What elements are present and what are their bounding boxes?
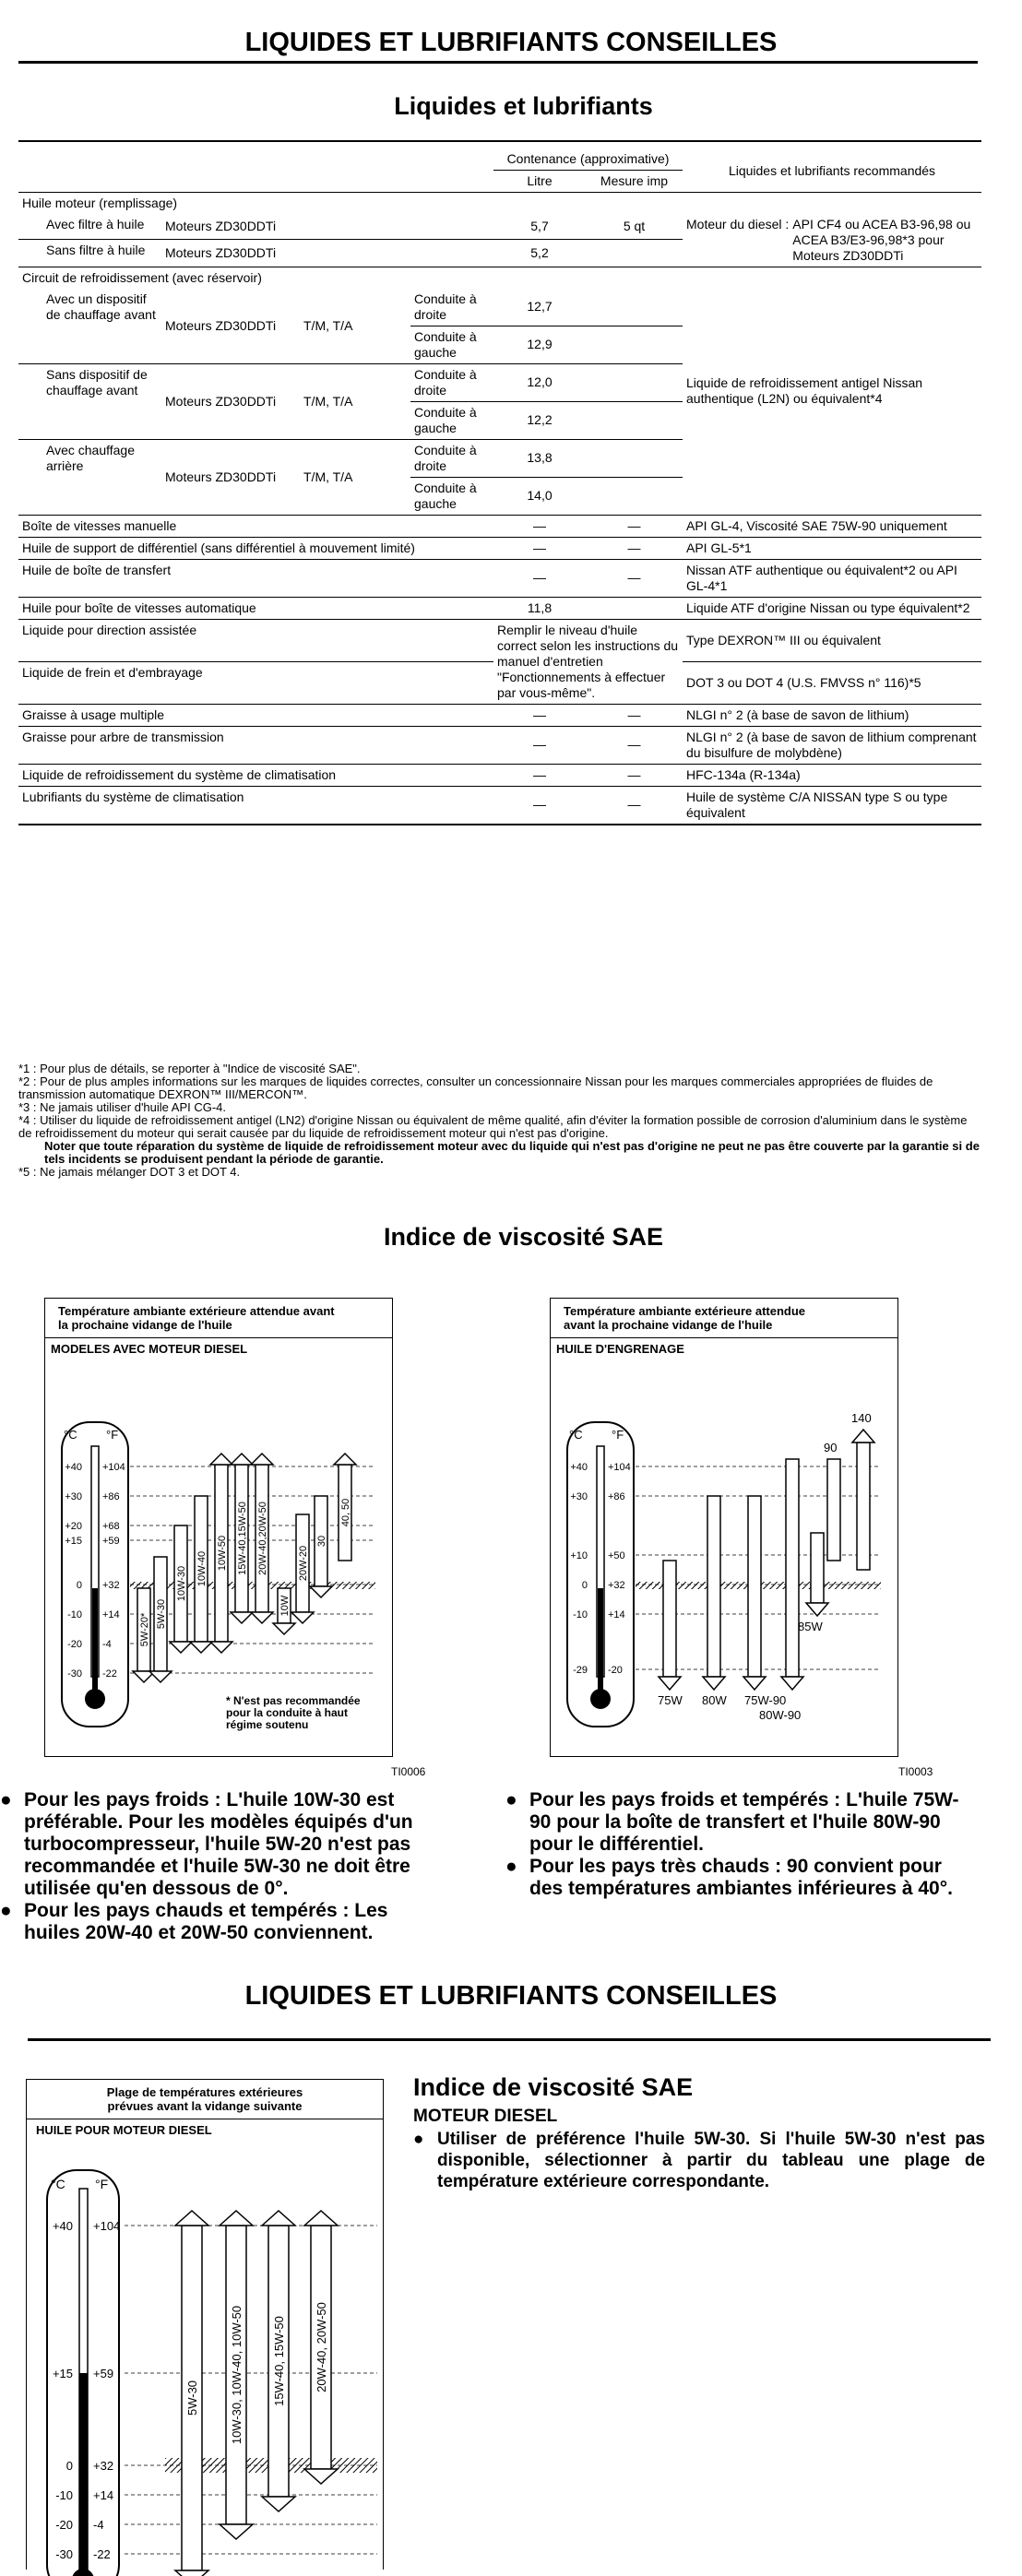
bar-80w90-label: 80W-90 <box>759 1708 802 1722</box>
cd-gauche: Conduite à gauche <box>410 326 493 363</box>
chart1-note: * N'est pas recommandée pour la conduite à haut régime soutenu <box>226 1694 361 1731</box>
chart2-subhead: HUILE D'ENGRENAGE <box>556 1342 684 1356</box>
tm-label: T/M, T/A <box>300 289 410 364</box>
bar-75w90-arrow-down <box>743 1677 766 1690</box>
bar-80w-label: 80W <box>702 1693 727 1707</box>
temp-c-label: +30 <box>65 1491 82 1502</box>
row-lub-rec: Huile de système C/A NISSAN type S ou type équivalent <box>686 789 948 820</box>
bar-10w30-arrow-down <box>170 1642 192 1653</box>
bar-80w90 <box>786 1459 799 1677</box>
temp-f-label: +68 <box>102 1521 120 1532</box>
dash: — <box>533 797 546 812</box>
temp-c-label: +15 <box>52 2367 73 2380</box>
bullet-temperate: Pour les pays froids et tempérés : L'huile 75W-90 pour la boîte de transfert et l'huile 80W-90 pour le différentiel. <box>529 1789 959 1855</box>
bar-90-label: 90 <box>824 1441 838 1454</box>
temp-f-label: +14 <box>608 1609 625 1620</box>
temp-f-label: +104 <box>102 1462 125 1473</box>
bar-80w-arrow-down <box>703 1677 725 1690</box>
row-arbre: Graisse pour arbre de transmission <box>22 729 224 744</box>
bar-20w40-label: 20W-40, 20W-50 <box>315 2302 328 2392</box>
bar-15w40-arrow-up <box>231 1454 253 1465</box>
chart-diesel-oil <box>26 2079 384 2570</box>
unit-c: °C <box>64 1428 77 1442</box>
dash: — <box>533 737 546 752</box>
cd-droite: Conduite à droite <box>410 439 493 477</box>
bar-10w-arrow-down <box>273 1623 295 1634</box>
v4: 12,2 <box>493 401 586 439</box>
chart3-subhead: HUILE POUR MOTEUR DIESEL <box>36 2123 212 2137</box>
tm-label: T/M, T/A <box>300 363 410 439</box>
temp-f-label: -4 <box>102 1639 112 1650</box>
section-title: Liquides et lubrifiants <box>394 92 653 120</box>
temp-c-label: -10 <box>67 1609 82 1620</box>
sae2-sub: MOTEUR DIESEL <box>413 2107 558 2126</box>
cd-droite: Conduite à droite <box>410 289 493 326</box>
temp-c-label: +40 <box>65 1462 82 1473</box>
row-bv: Boîte de vitesses manuelle <box>22 517 177 533</box>
bar-75w <box>663 1561 676 1677</box>
page-title: LIQUIDES ET LUBRIFIANTS CONSEILLES <box>244 28 778 57</box>
bar-75w-label: 75W <box>658 1693 683 1707</box>
bulb <box>72 2569 94 2576</box>
dash: — <box>627 517 641 533</box>
dash: — <box>627 540 641 555</box>
row-graisse-rec: NLGI n° 2 (à base de savon de lithium) <box>686 706 909 722</box>
row-frein: Liquide de frein et d'embrayage <box>22 664 203 680</box>
unit-f: °F <box>106 1428 119 1442</box>
bar-40-50-label: 40, 50 <box>340 1498 351 1527</box>
chart3-head2: prévues avant la vidange suivante <box>107 2099 303 2113</box>
row-diff: Huile de support de différentiel (sans différentiel à mouvement limité) <box>22 540 415 555</box>
footnote-4-note: Noter que toute réparation du système de liquide de refroidissement moteur avec du liquide qui n'est pas d'origine ne peut ne pas être couverte par la garantie si de tels incidents se produisent pendant la période de garantie. <box>44 1139 980 1166</box>
bar-20w40-arrow-up <box>251 1454 273 1465</box>
temp-c-label: 0 <box>65 2459 73 2473</box>
sae2-bullet-block: ● Utiliser de préférence l'huile 5W-30. Si l'huile 5W-30 n'est pas disponible, sélectionner à partir du tableau une plage de température extérieure correspondante. <box>413 2130 985 2191</box>
bar-20w20-label: 20W-20 <box>298 1545 309 1582</box>
bar-10w30-label: 10W-30, 10W-40, 10W-50 <box>230 2305 244 2445</box>
chart1-code: TI0006 <box>391 1765 426 1778</box>
dash: — <box>627 766 641 782</box>
temp-f-label: +14 <box>102 1609 120 1620</box>
v1: 12,7 <box>493 289 586 326</box>
chart-engine-oil <box>44 1298 393 1757</box>
tm-label: T/M, T/A <box>303 469 353 484</box>
chart2-head1: Température ambiante extérieure attendue <box>564 1304 806 1318</box>
bullets-right: ● Pour les pays froids et tempérés : L'huile 75W-90 pour la boîte de transfert et l'huile 80W-90 pour le différentiel. ● Pour les pays très chauds : 90 convient pour des températures ambiantes inférieures à 40°. <box>505 1789 967 1900</box>
v6: 14,0 <box>527 488 553 503</box>
temp-f-label: -20 <box>608 1665 623 1676</box>
temp-f-label: +59 <box>93 2367 114 2380</box>
row-transfert-rec: Nissan ATF authentique ou équivalent*2 ou API GL-4*1 <box>686 562 957 593</box>
cd-droite: Conduite à droite <box>410 363 493 401</box>
row-transfert: Huile de boîte de transfert <box>22 562 172 577</box>
temp-f-label: +14 <box>93 2488 114 2502</box>
temp-c-label: +40 <box>52 2219 73 2233</box>
bar-10w50-label: 10W-50 <box>217 1535 228 1572</box>
dash: — <box>627 706 641 722</box>
moteur-label: Moteurs ZD30DDTi <box>165 244 277 260</box>
row-dir-note: Remplir le niveau d'huile correct selon les instructions du manuel d'entretien "Fonctionnements à effectuer par vous-même". <box>497 622 679 700</box>
cd-gauche: Conduite à gauche <box>410 401 493 439</box>
cd-gauche: Conduite à gauche <box>414 480 477 511</box>
bar-140-label: 140 <box>851 1411 872 1425</box>
title-rule <box>18 61 978 64</box>
dash: — <box>627 797 641 812</box>
temp-f-label: +86 <box>102 1491 120 1502</box>
bar-75w90-label: 75W-90 <box>744 1693 787 1707</box>
temp-c-label: -30 <box>67 1668 82 1680</box>
bar-10w30-arrow-up <box>220 2211 253 2226</box>
row-auto-rec: Liquide ATF d'origine Nissan ou type équivalent*2 <box>686 599 970 615</box>
huile-moteur-label: Huile moteur (remplissage) <box>22 195 178 210</box>
bullets-left: ● Pour les pays froids : L'huile 10W-30 est préférable. Pour les modèles équipés d'un turbocompresseur, l'huile 5W-20 n'est pas recommandée et l'huile 5W-30 ne doit être utilisée qu'en dessous de 0°. ● Pour les pays chauds et tempérés : Les huiles 20W-40 et 20W-50 conviennent. <box>0 1789 443 1944</box>
chart1-head2: la prochaine vidange de l'huile <box>58 1318 232 1332</box>
footnote-4: *4 : Utiliser du liquide de refroidissement antigel (LN2) d'origine Nissan ou équivalent de même qualité, afin d'éviter la formation possible de corrosion d'aluminium dans le système de refroidissement du moteur qui serait causée par du liquide de refroidissement moteur qui n'est pas d'origine. <box>18 1113 968 1140</box>
sae2-title: Indice de viscosité SAE <box>413 2073 694 2101</box>
avec-disp-label: Avec un dispositif de chauffage avant <box>18 289 161 364</box>
dash: — <box>627 570 641 585</box>
bar-5w30-arrow-down <box>149 1671 172 1682</box>
temp-f-label: -22 <box>93 2547 111 2561</box>
bar-10w40-label: 10W-40 <box>196 1550 208 1587</box>
temp-c-label: -29 <box>573 1665 588 1676</box>
bar-15w40-arrow-up <box>262 2211 295 2226</box>
row-auto: Huile pour boîte de vitesses automatique <box>22 599 256 615</box>
row-clim-rec: HFC-134a (R-134a) <box>686 766 801 782</box>
bar-10w50-arrow-up <box>210 1454 232 1465</box>
bar-85w <box>811 1533 824 1603</box>
dash: — <box>533 517 546 533</box>
footnote-5: *5 : Ne jamais mélanger DOT 3 et DOT 4. <box>18 1165 241 1179</box>
chart1-head1: Température ambiante extérieure attendue avant <box>58 1304 335 1318</box>
chart2-code: TI0003 <box>898 1765 933 1778</box>
bar-30-label: 30 <box>316 1535 327 1548</box>
unit-c: °C <box>51 2177 65 2191</box>
moteur-label: Moteurs ZD30DDTi <box>165 469 277 484</box>
mercury <box>79 2373 88 2576</box>
temp-c-label: -20 <box>67 1639 82 1650</box>
row-dir: Liquide pour direction assistée <box>18 619 493 661</box>
circuit-label: Circuit de refroidissement (avec réservoir) <box>22 269 262 285</box>
bullet-hot: Pour les pays chauds et tempérés : Les huiles 20W-40 et 20W-50 conviennent. <box>24 1900 388 1943</box>
bar-10w40-arrow-down <box>190 1642 212 1653</box>
moteur-label: Moteurs ZD30DDTi <box>161 289 300 364</box>
v3: 12,0 <box>493 363 586 401</box>
bar-90 <box>827 1459 840 1561</box>
row-graisse: Graisse à usage multiple <box>22 706 165 722</box>
bar-5w30-label: 5W-30 <box>185 2380 199 2416</box>
huile-rec-label: Moteur du diesel : <box>686 216 790 231</box>
bar-10w30-arrow-down <box>220 2524 253 2539</box>
bar-15w40-arrow-down <box>262 2497 295 2511</box>
bar-20w40-label: 20W-40,20W-50 <box>257 1502 268 1575</box>
unit-c: °C <box>569 1428 583 1442</box>
bar-15w40-arrow-down <box>231 1612 253 1623</box>
temp-c-label: +15 <box>65 1536 82 1547</box>
sans-disp-label: Sans dispositif de chauffage avant <box>18 363 161 439</box>
temp-f-label: +32 <box>608 1580 625 1591</box>
sans-filtre-label: Sans filtre à huile <box>46 243 146 258</box>
avec-filtre-label: Avec filtre à huile <box>18 214 161 240</box>
temp-c-label: 0 <box>76 1580 82 1591</box>
temp-c-label: +20 <box>65 1521 82 1532</box>
temp-c-label: +40 <box>570 1462 588 1473</box>
huile-rec-value: API CF4 ou ACEA B3-96,98 ou ACEA B3/E3-96,98*3 pour Moteurs ZD30DDTi <box>792 216 971 263</box>
row-lub: Lubrifiants du système de climatisation <box>22 789 244 804</box>
row-clim: Liquide de refroidissement du système de climatisation <box>22 766 337 782</box>
footnotes <box>18 1062 981 1179</box>
temp-c-label: -10 <box>55 2488 73 2502</box>
table-top-rule <box>18 140 981 142</box>
v2: 12,9 <box>493 326 586 363</box>
avec-arr-label: Avec chauffage arrière <box>46 442 136 473</box>
bullet-very-hot: Pour les pays très chauds : 90 convient pour des températures ambiantes inférieures à 40°. <box>529 1856 953 1899</box>
footnote-1: *1 : Pour plus de détails, se reporter à "Indice de viscosité SAE". <box>18 1062 361 1075</box>
chart3-svg <box>27 2133 383 2576</box>
sae2-bullet: Utiliser de préférence l'huile 5W-30. Si l'huile 5W-30 n'est pas disponible, sélectionner à partir du tableau une plage de température extérieure correspondante. <box>437 2130 985 2191</box>
bar-5w30-label: 5W-30 <box>156 1598 167 1630</box>
temp-c-label: -20 <box>55 2518 73 2532</box>
dash: — <box>627 737 641 752</box>
temp-f-label: +50 <box>608 1550 625 1561</box>
temp-f-label: +104 <box>608 1462 631 1473</box>
bar-85w-label: 85W <box>798 1620 823 1633</box>
temp-f-label: +32 <box>102 1580 120 1591</box>
chart2-svg <box>551 1358 897 1754</box>
bar-140 <box>857 1442 870 1570</box>
bar-40-50-arrow-up <box>334 1454 356 1465</box>
temp-c-label: +10 <box>570 1550 588 1561</box>
temp-f-label: +86 <box>608 1491 625 1502</box>
temp-f-label: -4 <box>93 2518 104 2532</box>
chart-gear-oil <box>550 1298 898 1757</box>
avec-filtre-litre: 5,7 <box>493 214 586 240</box>
temp-c-label: +30 <box>570 1491 588 1502</box>
bar-10w30-label: 10W-30 <box>176 1565 187 1602</box>
unit-f: °F <box>95 2177 109 2191</box>
avec-filtre-imp: 5 qt <box>586 214 683 240</box>
fluids-table <box>18 146 981 825</box>
bar-140-arrow-up <box>852 1430 874 1442</box>
row-arbre-rec: NLGI n° 2 (à base de savon de lithium comprenant du bisulfure de molybdène) <box>686 729 977 760</box>
bar-10w-label: 10W <box>279 1595 291 1617</box>
bar-30-arrow-down <box>310 1586 332 1597</box>
row-dir-rec: Type DEXRON™ III ou équivalent <box>683 619 981 661</box>
dash: — <box>533 540 546 555</box>
temp-f-label: +104 <box>93 2219 121 2233</box>
bar-10w50-arrow-down <box>210 1642 232 1653</box>
mesure-header: Mesure imp <box>600 172 669 188</box>
bar-5w30-arrow-down <box>175 2570 208 2576</box>
bar-75w90 <box>748 1496 761 1677</box>
litre-header: Litre <box>527 172 553 188</box>
row-bv-rec: API GL-4, Viscosité SAE 75W-90 uniquement <box>686 517 947 533</box>
row-auto-val: 11,8 <box>527 599 553 615</box>
sans-filtre-litre: 5,2 <box>530 244 549 260</box>
temp-f-label: +32 <box>93 2459 114 2473</box>
sae-title: Indice de viscosité SAE <box>383 1223 664 1251</box>
bar-20w20-arrow-down <box>291 1612 314 1623</box>
page-title-2: LIQUIDES ET LUBRIFIANTS CONSEILLES <box>244 1981 778 2011</box>
row-diff-rec: API GL-5*1 <box>686 540 752 555</box>
bar-75w-arrow-down <box>659 1677 681 1690</box>
bar-20w40-arrow-down <box>251 1612 273 1623</box>
bar-80w90-arrow-down <box>781 1677 803 1690</box>
chart1-subhead: MODELES AVEC MOTEUR DIESEL <box>51 1342 248 1356</box>
temp-c-label: -30 <box>55 2547 73 2561</box>
dash: — <box>533 570 546 585</box>
bullet-cold: Pour les pays froids : L'huile 10W-30 est préférable. Pour les modèles équipés d'un turbocompresseur, l'huile 5W-20 n'est pas recommandée et l'huile 5W-30 ne doit être utilisée qu'en dessous de 0°. <box>24 1789 413 1899</box>
footnote-3: *3 : Ne jamais utiliser d'huile API CG-4. <box>18 1100 227 1114</box>
bar-5w20-label: 5W-20* <box>139 1612 150 1647</box>
recommended-header: Liquides et lubrifiants recommandés <box>728 163 936 179</box>
bar-5w30-arrow-up <box>175 2211 208 2226</box>
contenance-header: Contenance (approximative) <box>493 151 683 170</box>
bar-15w40-label: 15W-40, 15W-50 <box>272 2316 286 2406</box>
footnote-2: *2 : Pour de plus amples informations sur les marques de liquides correctes, consulter un concessionnaire Nissan pour les marques commerciales appropriées de fluides de transmission automatique DEXRON™ III/MERCON™. <box>18 1074 933 1101</box>
bar-20w40-arrow-up <box>304 2211 338 2226</box>
temp-c-label: -10 <box>573 1609 588 1620</box>
row-frein-rec: DOT 3 ou DOT 4 (U.S. FMVSS n° 116)*5 <box>686 674 921 690</box>
coolant-rec: Liquide de refroidissement antigel Nissan authentique (L2N) ou équivalent*4 <box>686 374 923 406</box>
unit-f: °F <box>612 1428 624 1442</box>
dash: — <box>533 766 546 782</box>
bar-80w <box>707 1496 720 1677</box>
chart3-head1: Plage de températures extérieures <box>106 2085 303 2099</box>
temp-f-label: -22 <box>102 1668 117 1680</box>
chart2-head2: avant la prochaine vidange de l'huile <box>564 1318 773 1332</box>
moteur-label: Moteurs ZD30DDTi <box>161 363 300 439</box>
v5: 13,8 <box>493 439 586 477</box>
temp-c-label: 0 <box>581 1580 588 1591</box>
temp-f-label: +59 <box>102 1536 120 1547</box>
bar-15w40-label: 15W-40,15W-50 <box>237 1502 248 1575</box>
moteur-label: Moteurs ZD30DDTi <box>161 214 493 240</box>
title-rule-2 <box>28 2038 991 2041</box>
dash: — <box>533 706 546 722</box>
bar-20w40-arrow-down <box>304 2469 338 2484</box>
